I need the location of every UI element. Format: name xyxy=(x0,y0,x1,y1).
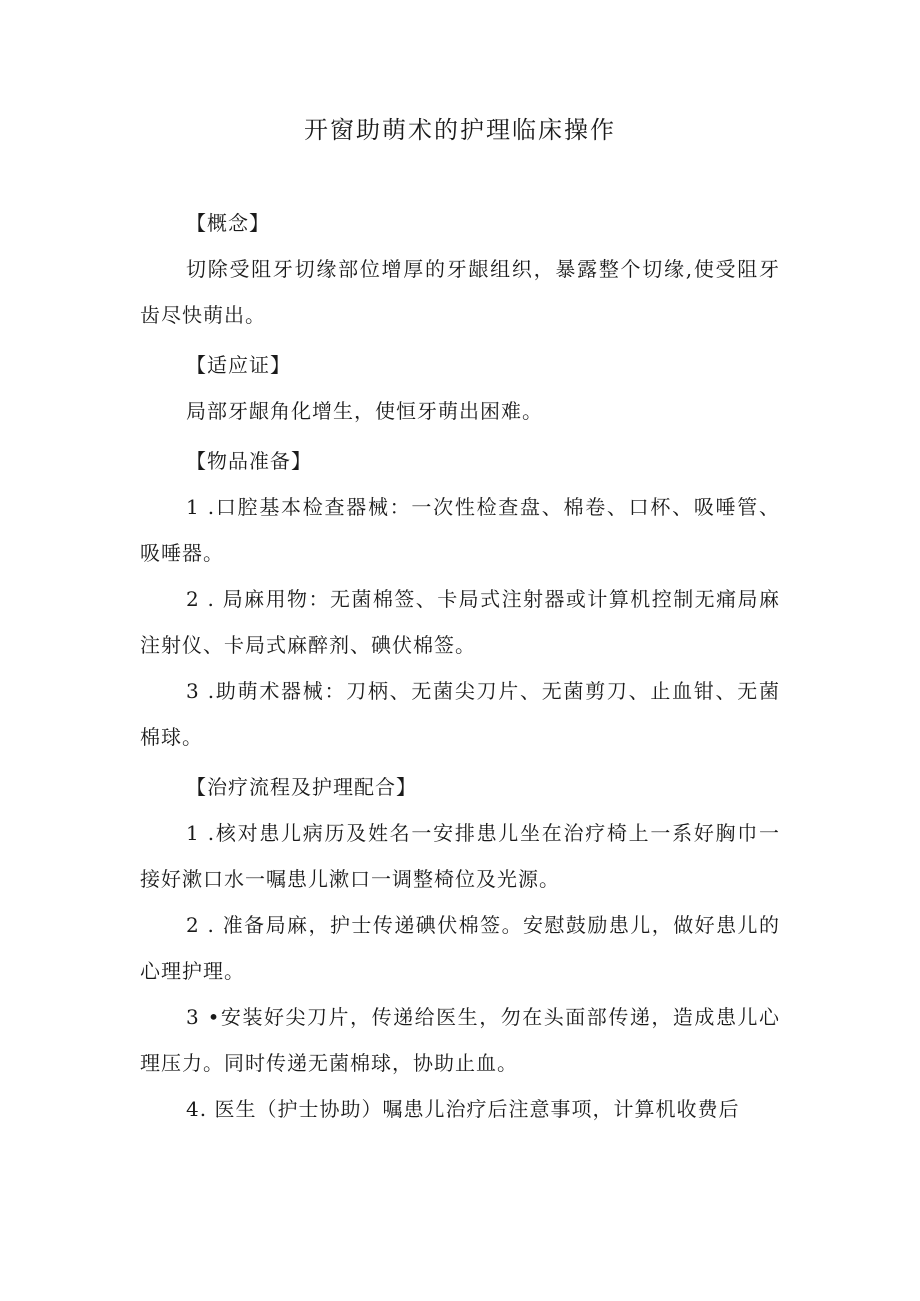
materials-item-2: 2 . 局麻用物：无菌棉签、卡局式注射器或计算机控制无痛局麻注射仪、卡局式麻醉剂、碘伏棉签。 xyxy=(140,587,780,657)
section-heading-materials: 【物品准备】 xyxy=(186,449,312,473)
page-title: 开窗助萌术的护理临床操作 xyxy=(304,116,616,144)
section-heading-concept: 【概念】 xyxy=(186,211,270,235)
procedure-item-2: 2 . 准备局麻，护士传递碘伏棉签。安慰鼓励患儿，做好患儿的心理护理。 xyxy=(140,913,780,983)
section-heading-indication: 【适应证】 xyxy=(186,353,291,377)
concept-text: 切除受阻牙切缘部位增厚的牙龈组织，暴露整个切缘,使受阻牙齿尽快萌出。 xyxy=(140,257,780,327)
indication-text: 局部牙龈角化增生，使恒牙萌出困难。 xyxy=(186,399,543,423)
materials-item-3: 3 .助萌术器械：刀柄、无菌尖刀片、无菌剪刀、止血钳、无菌棉球。 xyxy=(140,679,780,749)
section-heading-procedure: 【治疗流程及护理配合】 xyxy=(186,775,417,799)
procedure-item-3: 3 •安装好尖刀片，传递给医生，勿在头面部传递，造成患儿心理压力。同时传递无菌棉球，协助止血。 xyxy=(140,1005,780,1075)
procedure-item-1: 1 .核对患儿病历及姓名一安排患儿坐在治疗椅上一系好胸巾一接好漱口水一嘱患儿漱口一调整椅位及光源。 xyxy=(140,821,780,891)
document-body xyxy=(140,200,780,1132)
procedure-item-4: 4. 医生（护士协助）嘱患儿治疗后注意事项，计算机收费后 xyxy=(186,1097,740,1121)
materials-item-1: 1 .口腔基本检查器械：一次性检查盘、棉卷、口杯、吸唾管、吸唾器。 xyxy=(140,495,780,565)
